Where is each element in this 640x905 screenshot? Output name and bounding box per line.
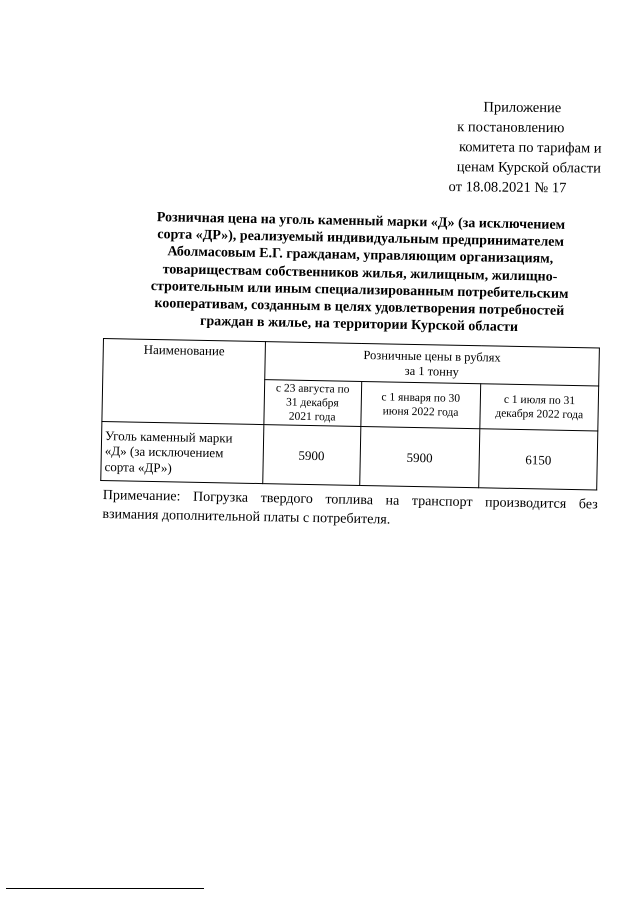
period-header	[264, 380, 362, 427]
prices-header-line: Розничные цены в рублях	[363, 347, 501, 365]
appendix-line: Приложение	[483, 99, 562, 117]
note-line: Примечание: Погрузка твердого топлива на транспорт производится без	[102, 487, 598, 513]
item-line: Уголь каменный марки	[104, 427, 233, 446]
price-table-wrapper	[100, 338, 603, 491]
name-column-header	[102, 339, 265, 425]
note-paragraph	[102, 486, 598, 533]
period-line: декабря 2022 года	[495, 407, 584, 422]
appendix-line: к постановлению	[457, 119, 565, 137]
appendix-line: от 18.08.2021 № 17	[448, 179, 567, 197]
title-line: товариществам собственников жилья, жилищным, жилищно-	[162, 261, 558, 285]
period-line: 31 декабря	[285, 396, 339, 410]
table-row	[101, 421, 598, 490]
table-header-row	[103, 339, 600, 387]
period-line: с 1 июля по 31	[503, 393, 576, 408]
footer-rule	[6, 888, 204, 889]
appendix-line: ценам Курской области	[456, 159, 601, 177]
price-cell: 6150	[479, 429, 598, 490]
period-line: с 1 января по 30	[381, 391, 461, 405]
price-cell: 5900	[359, 426, 480, 487]
period-header	[480, 384, 599, 431]
title-line: граждан в жилье, на территории Курской области	[199, 314, 519, 336]
item-name-cell	[101, 421, 264, 483]
price-table	[100, 338, 600, 491]
note-line: взимания дополнительной платы с потребителя.	[102, 506, 391, 528]
title-line: кооперативам, созданным в целях удовлетворения потребностей	[154, 296, 565, 319]
title-line: Розничная цена на уголь каменный марки «Д» (за исключением	[156, 210, 566, 233]
title-line: сорта «ДР»), реализуемый индивидуальным предпринимателем	[157, 227, 565, 251]
title-line: строительным или иным специализированным потребительским	[150, 278, 569, 302]
item-line: «Д» (за исключением	[104, 443, 224, 461]
name-header-text: Наименование	[143, 341, 225, 359]
title-line: Аболмасовым Е.Г. гражданам, управляющим организациям,	[167, 244, 554, 268]
prices-header-line: за 1 тонну	[404, 363, 460, 379]
appendix-block	[448, 97, 625, 199]
period-line: 2021 года	[288, 410, 336, 424]
prices-column-header	[264, 342, 599, 386]
item-line: сорта «ДР»)	[104, 458, 172, 476]
period-header	[360, 381, 481, 428]
price-cell: 5900	[262, 425, 360, 486]
appendix-line: комитета по тарифам и	[458, 139, 602, 157]
period-line: с 23 августа по	[275, 382, 350, 396]
document-title	[119, 208, 601, 338]
period-line: июня 2022 года	[382, 405, 459, 419]
